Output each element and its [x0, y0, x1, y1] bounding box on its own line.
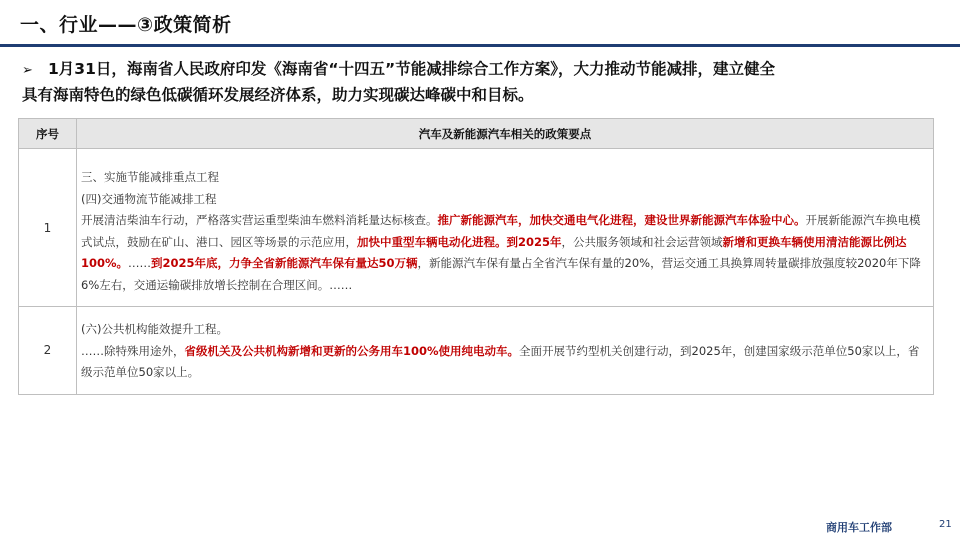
lead-line-2: 具有海南特色的绿色低碳循环发展经济体系，助力实现碳达峰碳中和目标。	[22, 86, 534, 104]
table-header-row	[19, 119, 934, 149]
section-heading: 三、实施节能减排重点工程	[81, 170, 219, 184]
subsection-heading: (四)交通物流节能减排工程	[81, 191, 217, 206]
title-divider	[0, 44, 960, 47]
policy-paragraph	[81, 210, 927, 296]
page-number: 21	[939, 519, 952, 530]
policy-text: 全面开展节约型机关创建行动，到2025年，创建国家级示范单位50家以上，省级示范单位50家以上。	[81, 343, 920, 379]
policy-highlight: 推广新能源汽车，加快交通电气化进程，建设世界新能源汽车体验中心。	[437, 213, 806, 227]
policy-text: 开展新能源汽车换电模式试点，鼓励在矿山、港口、园区等场景的示范应用，	[81, 213, 921, 249]
footer-brand: 商用车工作部	[826, 521, 892, 534]
row-number: 2	[19, 307, 77, 395]
table-row	[19, 149, 934, 307]
policy-table	[18, 118, 934, 395]
page-title: 一、行业——③政策简析	[20, 14, 232, 36]
policy-text: ……	[128, 256, 152, 270]
arrow-bullet-icon: ➢	[22, 63, 33, 78]
table-row	[19, 307, 934, 395]
row-number: 1	[19, 149, 77, 307]
policy-highlight: 新增和更换车辆使用清洁能源比例达100%。	[81, 234, 907, 270]
policy-content	[77, 149, 934, 307]
policy-content	[77, 307, 934, 395]
policy-text: ，新能源汽车保有量占全省汽车保有量的20%，营运交通工具换算周转量碳排放强度较2020年下降6%左右，交通运输碳排放增长控制在合理区间。……	[81, 256, 921, 292]
lead-line-1: 1月31日，海南省人民政府印发《海南省“十四五”节能减排综合工作方案》，大力推动节能减排，建立健全	[48, 60, 775, 78]
policy-text: ……除特殊用途外，	[81, 343, 185, 358]
policy-highlight: 到2025年底，力争全省新能源汽车保有量达50万辆	[151, 256, 418, 270]
policy-highlight: 加快中重型车辆电动化进程。到2025年	[357, 234, 562, 249]
policy-text: ，公共服务领域和社会运营领域	[561, 234, 723, 249]
column-header-no: 序号	[19, 119, 77, 149]
column-header-content: 汽车及新能源汽车相关的政策要点	[77, 119, 934, 149]
policy-text: 开展清洁柴油车行动，严格落实营运重型柴油车燃料消耗量达标核查。	[81, 213, 438, 227]
lead-paragraph	[22, 57, 922, 108]
subsection-heading: (六)公共机构能效提升工程。	[81, 322, 228, 336]
policy-paragraph	[81, 341, 927, 384]
policy-highlight: 省级机关及公共机构新增和更新的公务用车100%使用纯电动车。	[184, 343, 520, 358]
